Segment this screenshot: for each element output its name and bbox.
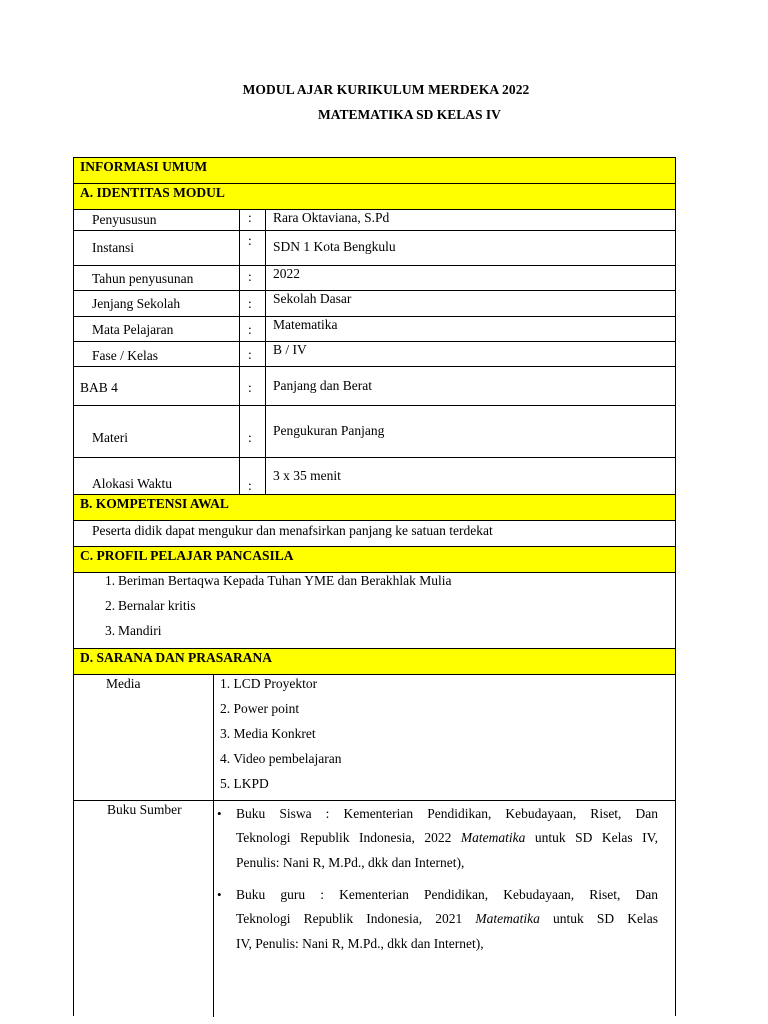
list-item: 1. LCD Proyektor [220, 676, 318, 691]
table-row [74, 406, 675, 458]
media-row [74, 675, 675, 801]
row-value: Sekolah Dasar [273, 291, 352, 306]
row-label: Jenjang Sekolah [92, 296, 181, 311]
document-title: MODUL AJAR KURIKULUM MERDEKA 2022 [242, 82, 530, 97]
row-label: Materi [92, 430, 128, 445]
row-value: Matematika [273, 317, 338, 332]
bullet-icon: • [217, 806, 222, 821]
row-label: Fase / Kelas [92, 348, 158, 363]
row-label: Tahun penyusunan [92, 271, 194, 286]
section-title: C. PROFIL PELAJAR PANCASILA [80, 548, 294, 563]
column-divider [239, 210, 240, 495]
list-item: 3. Media Konkret [220, 726, 316, 741]
row-value: 2022 [273, 266, 300, 281]
kompetensi-text: Peserta didik dapat mengukur dan menafsirkan panjang ke satuan terdekat [92, 523, 493, 538]
row-separator: : [248, 430, 252, 445]
buku-siswa-line2: Teknologi Republik Indonesia, 2022 Matematika untuk SD Kelas IV, [236, 830, 658, 845]
buku-siswa-line3: Penulis: Nani R, M.Pd., dkk dan Internet), [236, 855, 465, 870]
module-table [73, 157, 676, 1016]
list-item: Beriman Bertaqwa Kepada Tuhan YME dan Berakhlak Mulia [118, 573, 452, 588]
buku-guru-line2: Teknologi Republik Indonesia, 2021 Matematika untuk SD Kelas [236, 911, 659, 926]
table-row [74, 367, 675, 406]
row-label: BAB 4 [80, 380, 118, 395]
row-value: SDN 1 Kota Bengkulu [273, 239, 396, 254]
document-subtitle: MATEMATIKA SD KELAS IV [318, 107, 501, 122]
media-label: Media [106, 676, 141, 691]
section-title: A. IDENTITAS MODUL [80, 185, 225, 200]
row-separator: : [248, 233, 252, 248]
buku-siswa-line1: Buku Siswa : Kementerian Pendidikan, Kebudayaan, Riset, Dan [236, 806, 658, 821]
row-label: Penyususun [92, 212, 157, 227]
bullet-icon: • [217, 887, 222, 902]
list-item: 2. Power point [220, 701, 300, 716]
section-profil [74, 547, 675, 573]
list-item-number: 1. [105, 573, 116, 588]
table-row [74, 342, 675, 367]
list-item: 5. LKPD [220, 776, 269, 791]
section-sarana [74, 649, 675, 675]
list-item-number: 3. [105, 623, 116, 638]
row-separator: : [248, 322, 252, 337]
table-row [74, 317, 675, 342]
table-row [74, 210, 675, 231]
section-title: INFORMASI UMUM [80, 159, 208, 174]
row-value: B / IV [273, 342, 307, 357]
row-label: Instansi [92, 240, 134, 255]
table-row [74, 521, 675, 547]
buku-guru-line3: IV, Penulis: Nani R, M.Pd., dkk dan Internet), [236, 936, 484, 951]
column-divider [213, 675, 214, 1017]
row-label: Mata Pelajaran [92, 322, 174, 337]
buku-sumber-label: Buku Sumber [107, 802, 182, 817]
profil-list [74, 573, 675, 649]
section-kompetensi [74, 495, 675, 521]
table-row [74, 291, 675, 317]
buku-guru-line1: Buku guru : Kementerian Pendidikan, Kebudayaan, Riset, Dan [236, 887, 658, 902]
row-separator: : [248, 269, 252, 284]
table-row [74, 231, 675, 266]
section-title: B. KOMPETENSI AWAL [80, 496, 229, 511]
row-value: Pengukuran Panjang [273, 423, 385, 438]
list-item: Bernalar kritis [118, 598, 196, 613]
row-value: Panjang dan Berat [273, 378, 372, 393]
section-info-umum [74, 158, 675, 184]
list-item: 4. Video pembelajaran [220, 751, 342, 766]
row-label: Alokasi Waktu [92, 476, 173, 491]
section-identitas [74, 184, 675, 210]
row-value: 3 x 35 menit [273, 468, 341, 483]
row-separator: : [248, 347, 252, 362]
row-separator: : [248, 380, 252, 395]
row-value: Rara Oktaviana, S.Pd [273, 210, 390, 225]
row-separator: : [248, 210, 252, 225]
row-separator: : [248, 296, 252, 311]
table-row [74, 266, 675, 291]
table-row [74, 458, 675, 495]
list-item: Mandiri [118, 623, 162, 638]
list-item-number: 2. [105, 598, 116, 613]
column-divider [265, 210, 266, 495]
section-title: D. SARANA DAN PRASARANA [80, 650, 273, 665]
row-separator: : [248, 478, 252, 493]
